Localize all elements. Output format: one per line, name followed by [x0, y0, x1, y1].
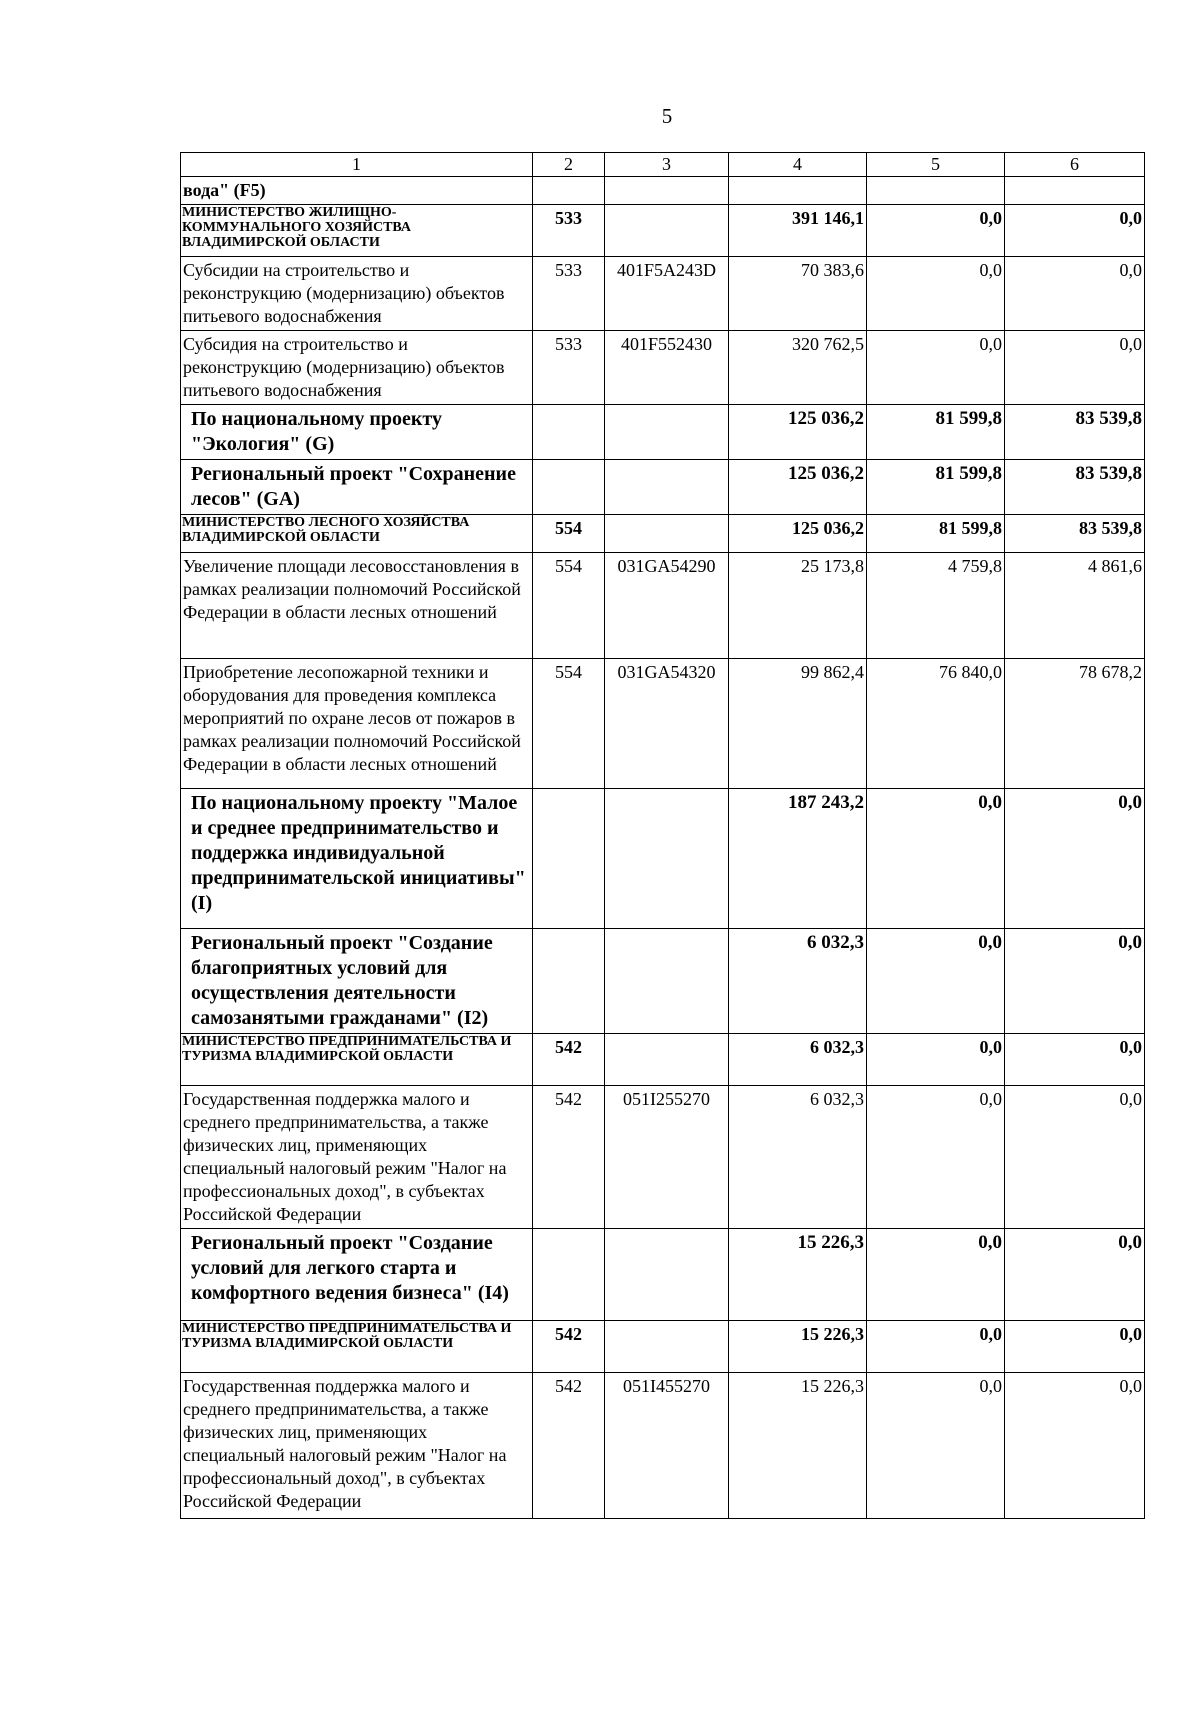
row-amount-col6: 78 678,2	[1005, 659, 1145, 789]
row-name: Приобретение лесопожарной техники и оборудования для проведения комплекса мероприятий по охране лесов от пожаров в рамках реализации полномочий Российской Федерации в области лесных отношений	[181, 659, 533, 789]
row-amount-col5	[867, 177, 1005, 205]
table-row	[181, 553, 1145, 659]
row-amount-col5: 81 599,8	[867, 405, 1005, 460]
ministry-row	[181, 515, 1145, 553]
row-name: МИНИСТЕРСТВО ПРЕДПРИНИМАТЕЛЬСТВА И ТУРИЗМА ВЛАДИМИРСКОЙ ОБЛАСТИ	[181, 1034, 533, 1086]
row-department-code: 533	[533, 331, 605, 405]
row-target-code: 031GA54290	[605, 553, 729, 659]
row-target-code	[605, 1229, 729, 1321]
table-row	[181, 331, 1145, 405]
column-number-1: 1	[181, 153, 533, 177]
project-row	[181, 405, 1145, 460]
row-name: Субсидия на строительство и реконструкцию (модернизацию) объектов питьевого водоснабжения	[181, 331, 533, 405]
project-row	[181, 1229, 1145, 1321]
row-amount-col5: 0,0	[867, 331, 1005, 405]
row-name: МИНИСТЕРСТВО ЛЕСНОГО ХОЗЯЙСТВА ВЛАДИМИРСКОЙ ОБЛАСТИ	[181, 515, 533, 553]
budget-table	[180, 152, 1145, 1519]
row-amount-col5: 81 599,8	[867, 515, 1005, 553]
row-amount-col5: 0,0	[867, 1321, 1005, 1373]
row-amount-col6: 0,0	[1005, 1086, 1145, 1229]
row-name: Государственная поддержка малого и среднего предпринимательства, а также физических лиц, применяющих специальный налоговый режим "Налог на профессиональных доход", в субъектах Российской Федерации	[181, 1086, 533, 1229]
ministry-row	[181, 1321, 1145, 1373]
project-row	[181, 929, 1145, 1034]
row-department-code	[533, 1229, 605, 1321]
row-amount-col4: 6 032,3	[729, 929, 867, 1034]
row-amount-col4: 391 146,1	[729, 205, 867, 257]
row-department-code: 554	[533, 515, 605, 553]
row-name: вода" (F5)	[181, 177, 533, 205]
column-number-2: 2	[533, 153, 605, 177]
row-amount-col6: 83 539,8	[1005, 405, 1145, 460]
row-name: Увеличение площади лесовосстановления в рамках реализации полномочий Российской Федерации в области лесных отношений	[181, 553, 533, 659]
row-amount-col4: 25 173,8	[729, 553, 867, 659]
row-target-code	[605, 205, 729, 257]
column-number-3: 3	[605, 153, 729, 177]
column-number-5: 5	[867, 153, 1005, 177]
row-amount-col4: 187 243,2	[729, 789, 867, 929]
row-department-code	[533, 789, 605, 929]
row-amount-col6	[1005, 177, 1145, 205]
row-target-code	[605, 177, 729, 205]
continuation-row	[181, 177, 1145, 205]
row-name: МИНИСТЕРСТВО ПРЕДПРИНИМАТЕЛЬСТВА И ТУРИЗМА ВЛАДИМИРСКОЙ ОБЛАСТИ	[181, 1321, 533, 1373]
row-amount-col6: 83 539,8	[1005, 460, 1145, 515]
row-department-code: 533	[533, 205, 605, 257]
row-amount-col5: 4 759,8	[867, 553, 1005, 659]
row-target-code	[605, 405, 729, 460]
row-amount-col5: 0,0	[867, 1373, 1005, 1519]
row-target-code	[605, 1034, 729, 1086]
row-department-code: 542	[533, 1321, 605, 1373]
table-body	[181, 177, 1145, 1519]
row-department-code: 554	[533, 553, 605, 659]
row-amount-col6: 0,0	[1005, 257, 1145, 331]
row-target-code: 031GA54320	[605, 659, 729, 789]
row-amount-col5: 0,0	[867, 929, 1005, 1034]
row-amount-col6: 83 539,8	[1005, 515, 1145, 553]
row-name: Субсидии на строительство и реконструкцию (модернизацию) объектов питьевого водоснабжения	[181, 257, 533, 331]
row-amount-col6: 0,0	[1005, 1373, 1145, 1519]
page-number: 5	[661, 104, 673, 128]
row-amount-col4: 6 032,3	[729, 1034, 867, 1086]
row-target-code: 401F5A243D	[605, 257, 729, 331]
row-amount-col6: 0,0	[1005, 1034, 1145, 1086]
row-amount-col4: 320 762,5	[729, 331, 867, 405]
row-amount-col6: 0,0	[1005, 789, 1145, 929]
row-department-code: 533	[533, 257, 605, 331]
row-name: Региональный проект "Создание благоприятных условий для осуществления деятельности самозанятыми гражданами" (I2)	[181, 929, 533, 1034]
row-amount-col5: 0,0	[867, 257, 1005, 331]
row-department-code	[533, 177, 605, 205]
column-number-4: 4	[729, 153, 867, 177]
row-amount-col5: 0,0	[867, 205, 1005, 257]
row-name: Региональный проект "Создание условий для легкого старта и комфортного ведения бизнеса" (I4)	[181, 1229, 533, 1321]
row-amount-col5: 0,0	[867, 789, 1005, 929]
row-target-code: 051I455270	[605, 1373, 729, 1519]
ministry-row	[181, 205, 1145, 257]
row-amount-col4: 15 226,3	[729, 1229, 867, 1321]
row-department-code: 554	[533, 659, 605, 789]
column-number-header-row	[181, 153, 1145, 177]
row-amount-col6: 0,0	[1005, 1229, 1145, 1321]
table-row	[181, 1086, 1145, 1229]
row-department-code	[533, 405, 605, 460]
row-target-code: 051I255270	[605, 1086, 729, 1229]
row-amount-col5: 0,0	[867, 1229, 1005, 1321]
row-amount-col5: 0,0	[867, 1086, 1005, 1229]
row-department-code: 542	[533, 1373, 605, 1519]
column-number-6: 6	[1005, 153, 1145, 177]
ministry-row	[181, 1034, 1145, 1086]
row-amount-col4: 15 226,3	[729, 1373, 867, 1519]
row-department-code	[533, 460, 605, 515]
row-department-code: 542	[533, 1034, 605, 1086]
row-name: Региональный проект "Сохранение лесов" (GA)	[181, 460, 533, 515]
row-amount-col6: 0,0	[1005, 929, 1145, 1034]
project-row	[181, 789, 1145, 929]
row-name: По национальному проекту "Экология" (G)	[181, 405, 533, 460]
row-name: По национальному проекту "Малое и среднее предпринимательство и поддержка индивидуальной предпринимательской инициативы" (I)	[181, 789, 533, 929]
table-row	[181, 659, 1145, 789]
row-target-code	[605, 515, 729, 553]
row-name: МИНИСТЕРСТВО ЖИЛИЩНО-КОММУНАЛЬНОГО ХОЗЯЙСТВА ВЛАДИМИРСКОЙ ОБЛАСТИ	[181, 205, 533, 257]
row-amount-col5: 76 840,0	[867, 659, 1005, 789]
row-target-code	[605, 929, 729, 1034]
row-amount-col4: 125 036,2	[729, 405, 867, 460]
row-amount-col4	[729, 177, 867, 205]
row-department-code	[533, 929, 605, 1034]
row-department-code: 542	[533, 1086, 605, 1229]
row-amount-col6: 0,0	[1005, 205, 1145, 257]
row-amount-col6: 0,0	[1005, 1321, 1145, 1373]
row-amount-col4: 6 032,3	[729, 1086, 867, 1229]
row-amount-col4: 99 862,4	[729, 659, 867, 789]
table-row	[181, 257, 1145, 331]
row-amount-col4: 125 036,2	[729, 460, 867, 515]
row-target-code	[605, 789, 729, 929]
row-target-code	[605, 460, 729, 515]
row-amount-col4: 15 226,3	[729, 1321, 867, 1373]
row-name: Государственная поддержка малого и среднего предпринимательства, а также физических лиц, применяющих специальный налоговый режим "Налог на профессиональный доход", в субъектах Российской Федерации	[181, 1373, 533, 1519]
row-amount-col5: 81 599,8	[867, 460, 1005, 515]
row-amount-col4: 70 383,6	[729, 257, 867, 331]
project-row	[181, 460, 1145, 515]
row-amount-col5: 0,0	[867, 1034, 1005, 1086]
row-amount-col6: 0,0	[1005, 331, 1145, 405]
row-amount-col4: 125 036,2	[729, 515, 867, 553]
row-target-code	[605, 1321, 729, 1373]
row-target-code: 401F552430	[605, 331, 729, 405]
row-amount-col6: 4 861,6	[1005, 553, 1145, 659]
table-row	[181, 1373, 1145, 1519]
